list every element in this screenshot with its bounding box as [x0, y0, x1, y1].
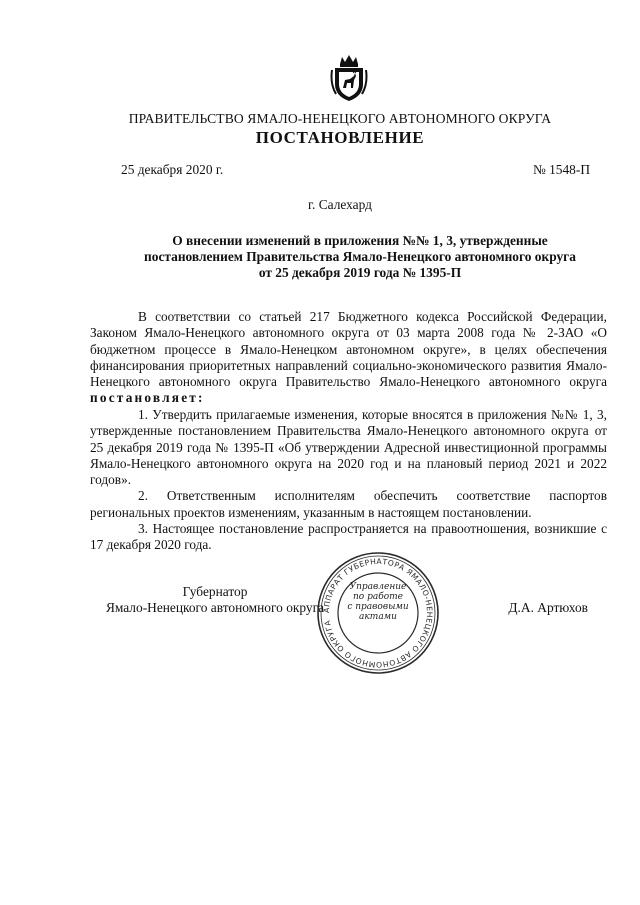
- item-3: 3. Настоящее постановление распространяется на правоотношения, возникшие с 17 декабря 2020 года.: [90, 521, 607, 553]
- title-line: от 25 декабря 2019 года № 1395-П: [258, 265, 462, 280]
- resolution-items: [90, 407, 607, 554]
- stamp-center-text: [339, 582, 417, 622]
- stamp-line: по работе: [353, 592, 403, 602]
- position-line: Губернатор: [182, 584, 248, 599]
- position-line: Ямало-Ненецкого автономного округа: [105, 600, 325, 615]
- stamp-line: с правовыми: [347, 602, 409, 612]
- document-type: ПОСТАНОВЛЕНИЕ: [255, 128, 425, 147]
- stamp-ring-text: АППАРАТ ГУБЕРНАТОРА ЯМАЛО-НЕНЕЦКОГО АВТОНОМНОГО ОКРУГА: [321, 556, 435, 670]
- item-1: 1. Утвердить прилагаемые изменения, которые вносятся в приложения №№ 1, 3, утвержденные постановлением Правительства Ямало-Ненецкого автономного округа от 25 декабря 2019 года № 1395-П «Об утверждении Адресной инвестиционной программы Ямало-Ненецкого автономного округа на 2020 год и на плановый период 2021 и 2022 годов».: [90, 407, 607, 488]
- preamble: [90, 309, 607, 407]
- stamp-line: актами: [359, 612, 397, 622]
- item-2: 2. Ответственным исполнителям обеспечить соответствие паспортов региональных проектов изменениям, указанным в настоящем постановлении.: [90, 488, 607, 520]
- document-date: 25 декабря 2020 г.: [121, 162, 224, 177]
- government-name: ПРАВИТЕЛЬСТВО ЯМАЛО-НЕНЕЦКОГО АВТОНОМНОГО ОКРУГА: [128, 111, 552, 126]
- document-title: [100, 233, 620, 281]
- preamble-text: В соответствии со статьей 217 Бюджетного кодекса Российской Федерации, Законом Ямало-Ненецкого автономного округа от 03 марта 2008 года № 2-ЗАО «О бюджетном процессе в Ямало-Ненецком автономном округе», в целях обеспечения финансирования приоритетных направлений социально-экономического развития Ямало-Ненецкого автономного округа Правительство Ямало-Ненецкого автономного округа: [90, 309, 607, 390]
- signatory-position: [90, 584, 340, 616]
- coat-of-arms-icon: [330, 54, 368, 102]
- document-city: г. Салехард: [308, 197, 372, 212]
- title-line: постановлением Правительства Ямало-Ненецкого автономного округа: [144, 249, 576, 264]
- title-line: О внесении изменений в приложения №№ 1, 3, утвержденные: [172, 233, 548, 248]
- resolves-word: постановляет:: [90, 390, 205, 406]
- stamp-line: Управление: [349, 582, 407, 592]
- signatory-name: Д.А. Артюхов: [508, 600, 588, 615]
- document-number: № 1548-П: [532, 162, 590, 177]
